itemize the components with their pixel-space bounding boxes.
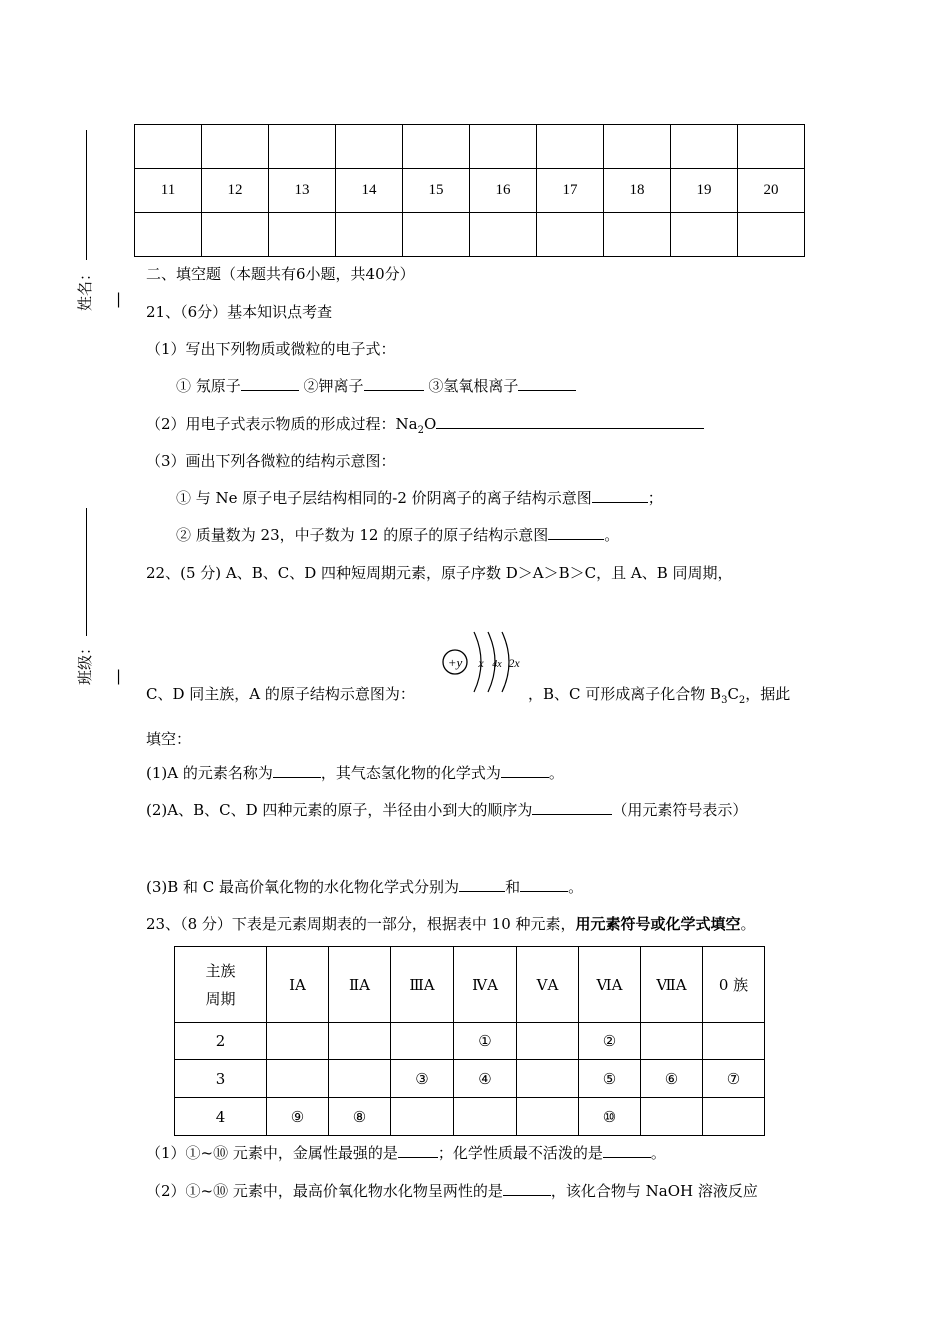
element-cell: ⑦ — [703, 1060, 765, 1098]
punct: 。 — [568, 878, 584, 896]
q22-text: ，据此 — [745, 685, 791, 703]
q23-text: 23、（8 分）下表是元素周期表的一部分，根据表中 10 种元素， — [146, 915, 576, 933]
answer-cell[interactable] — [604, 125, 671, 169]
shell1-label: x — [478, 656, 484, 670]
answer-cell[interactable] — [336, 213, 403, 257]
question-number: 11 — [135, 169, 202, 213]
answer-blank[interactable] — [518, 376, 576, 391]
q22-text: ，B、C 可形成离子化合物 B — [528, 685, 722, 703]
section-heading: 二、填空题（本题共有6小题，共40分） — [146, 265, 415, 283]
q23-sub1 — [146, 1142, 666, 1163]
group-header: ⅤA — [517, 947, 579, 1023]
atomic-structure-diagram — [438, 628, 530, 700]
element-cell: ② — [579, 1023, 641, 1060]
q21-part2-text: （2）用电子式表示物质的形成过程：Na — [146, 415, 418, 433]
q21-part3-a-text: ① 与 Ne 原子电子层结构相同的-2 价阴离子的离子结构示意图 — [176, 489, 592, 507]
punct: 。 — [548, 764, 564, 782]
q22-line2a: C、D 同主族，A 的原子结构示意图为： — [146, 685, 415, 703]
element-cell: ⑩ — [579, 1098, 641, 1136]
answer-cell[interactable] — [671, 213, 738, 257]
answer-blank[interactable] — [532, 800, 612, 815]
answer-cell[interactable] — [202, 125, 269, 169]
answer-cell[interactable] — [202, 213, 269, 257]
pt-corner-header — [175, 947, 267, 1023]
header-period-label: 周期 — [205, 989, 236, 1008]
q23-sub2 — [146, 1180, 758, 1201]
item-potassium: ②钾离子 — [298, 377, 364, 395]
answer-cell[interactable] — [537, 125, 604, 169]
pt-row-period-2 — [175, 1023, 765, 1060]
element-cell: ④ — [454, 1060, 517, 1098]
q22-text: 和 — [505, 878, 521, 896]
element-cell — [267, 1060, 329, 1098]
q21-part1: （1）写出下列物质或微粒的电子式： — [146, 340, 396, 358]
margin-line-mid — [86, 508, 87, 636]
q21-part3-b — [176, 524, 619, 545]
answer-cell[interactable] — [336, 125, 403, 169]
item-hydroxide: ③氢氧根离子 — [423, 377, 519, 395]
question-number: 18 — [604, 169, 671, 213]
pt-header-row — [175, 947, 765, 1023]
element-cell — [517, 1060, 579, 1098]
q22-text: C — [727, 685, 739, 703]
q21-part2 — [146, 413, 704, 436]
element-cell: ⑧ — [329, 1098, 391, 1136]
q22-sub3 — [146, 876, 583, 897]
element-cell — [454, 1098, 517, 1136]
q22-sub2 — [146, 799, 747, 820]
q21-part1-items — [176, 375, 576, 396]
q22-text: (3)B 和 C 最高价氧化物的水化物化学式分别为 — [146, 878, 460, 896]
q23-text: （1）①~⑩ 元素中，金属性最强的是 — [146, 1144, 398, 1162]
period-label: 2 — [175, 1023, 267, 1060]
answer-cell[interactable] — [269, 125, 336, 169]
q23-text: ，该化合物与 NaOH 溶液反应 — [550, 1182, 758, 1200]
answer-cell[interactable] — [403, 125, 470, 169]
q22-sub1 — [146, 762, 564, 783]
element-cell: ⑨ — [267, 1098, 329, 1136]
answer-cell[interactable] — [470, 213, 537, 257]
q22-text: ，其气态氢化物的化学式为 — [320, 764, 501, 782]
question-number: 15 — [403, 169, 470, 213]
subscript: 2 — [738, 695, 746, 706]
question-number: 20 — [738, 169, 805, 213]
answer-cell[interactable] — [135, 213, 202, 257]
item-neon: ① 氖原子 — [176, 377, 241, 395]
pt-row-period-4 — [175, 1098, 765, 1136]
element-cell — [267, 1023, 329, 1060]
subscript: 3 — [721, 695, 728, 706]
question-number: 19 — [671, 169, 738, 213]
question-number: 13 — [269, 169, 336, 213]
q21-part3: （3）画出下列各微粒的结构示意图： — [146, 452, 396, 470]
class-label: 班级： — [76, 639, 95, 686]
answer-row-numbers — [135, 169, 805, 213]
name-label: 姓名： — [76, 265, 95, 312]
question-number: 12 — [202, 169, 269, 213]
element-cell: ⑥ — [641, 1060, 703, 1098]
answer-cell[interactable] — [403, 213, 470, 257]
answer-blank[interactable] — [364, 376, 424, 391]
periodic-table — [174, 946, 765, 1136]
question-number: 16 — [470, 169, 537, 213]
q21-title: 21、（6分）基本知识点考查 — [146, 303, 333, 321]
answer-blank[interactable] — [548, 525, 604, 540]
group-header: 0 族 — [703, 947, 765, 1023]
answer-cell[interactable] — [604, 213, 671, 257]
q23-text: ；化学性质最不活泼的是 — [437, 1144, 603, 1162]
element-cell — [517, 1023, 579, 1060]
element-cell: ⑤ — [579, 1060, 641, 1098]
shell3-label: 2x — [508, 656, 520, 670]
answer-blank[interactable] — [436, 414, 704, 429]
margin-line-top — [86, 130, 87, 260]
element-cell — [703, 1098, 765, 1136]
group-header: ⅦA — [641, 947, 703, 1023]
group-header: ⅢA — [391, 947, 454, 1023]
answer-blank[interactable] — [273, 763, 321, 778]
question-number: 14 — [336, 169, 403, 213]
punct: 。 — [604, 526, 620, 544]
q21-part3-b-text: ② 质量数为 23，中子数为 12 的原子的原子结构示意图 — [176, 526, 549, 544]
answer-cell[interactable] — [738, 125, 805, 169]
answer-cell[interactable] — [537, 213, 604, 257]
q22-line2b — [528, 683, 790, 706]
nucleus-label: +y — [447, 655, 463, 670]
group-header: ⅡA — [329, 947, 391, 1023]
answer-row-blank-top — [135, 125, 805, 169]
answer-blank[interactable] — [520, 877, 568, 892]
margin-bar-1: | — [116, 290, 122, 308]
subscript: 2 — [417, 425, 424, 436]
q21-part3-a — [176, 487, 663, 508]
q23-text: （2）①~⑩ 元素中，最高价氧化物水化物呈两性的是 — [146, 1182, 503, 1200]
element-cell — [517, 1098, 579, 1136]
element-cell — [391, 1098, 454, 1136]
group-header: ⅠA — [267, 947, 329, 1023]
element-cell — [641, 1098, 703, 1136]
header-group-label: 主族 — [205, 961, 236, 980]
q22-text: （用元素符号表示） — [612, 801, 748, 819]
answer-blank[interactable] — [398, 1143, 438, 1158]
q23-bold-text: 用元素符号或化学式填空 — [575, 915, 741, 933]
punct: ； — [647, 489, 663, 507]
q22-text: (1)A 的元素名称为 — [146, 764, 273, 782]
answer-table — [134, 124, 805, 257]
margin-bar-2: | — [116, 667, 122, 685]
group-header: ⅣA — [454, 947, 517, 1023]
punct: 。 — [650, 1144, 666, 1162]
answer-cell[interactable] — [470, 125, 537, 169]
answer-cell[interactable] — [269, 213, 336, 257]
punct: 。 — [740, 915, 756, 933]
period-label: 4 — [175, 1098, 267, 1136]
element-cell — [641, 1023, 703, 1060]
answer-row-blank-bottom — [135, 213, 805, 257]
element-cell — [391, 1023, 454, 1060]
answer-cell[interactable] — [738, 213, 805, 257]
answer-cell[interactable] — [671, 125, 738, 169]
q21-part2-end: O — [424, 415, 437, 433]
shell2-label: 4x — [492, 659, 502, 670]
q23-intro — [146, 913, 756, 934]
q22-line1: 22、(5 分) A、B、C、D 四种短周期元素，原子序数 D＞A＞B＞C，且 A、B 同周期， — [146, 564, 733, 582]
element-cell: ① — [454, 1023, 517, 1060]
answer-blank[interactable] — [603, 1143, 651, 1158]
question-number: 17 — [537, 169, 604, 213]
group-header: ⅥA — [579, 947, 641, 1023]
answer-blank[interactable] — [241, 376, 299, 391]
element-cell — [329, 1023, 391, 1060]
answer-blank[interactable] — [503, 1181, 551, 1196]
element-cell: ③ — [391, 1060, 454, 1098]
element-cell — [329, 1060, 391, 1098]
answer-blank[interactable] — [592, 488, 648, 503]
answer-blank[interactable] — [501, 763, 549, 778]
q22-text: (2)A、B、C、D 四种元素的原子，半径由小到大的顺序为 — [146, 801, 533, 819]
answer-blank[interactable] — [459, 877, 505, 892]
element-cell — [703, 1023, 765, 1060]
q22-line3: 填空： — [146, 730, 192, 748]
period-label: 3 — [175, 1060, 267, 1098]
pt-row-period-3 — [175, 1060, 765, 1098]
answer-cell[interactable] — [135, 125, 202, 169]
